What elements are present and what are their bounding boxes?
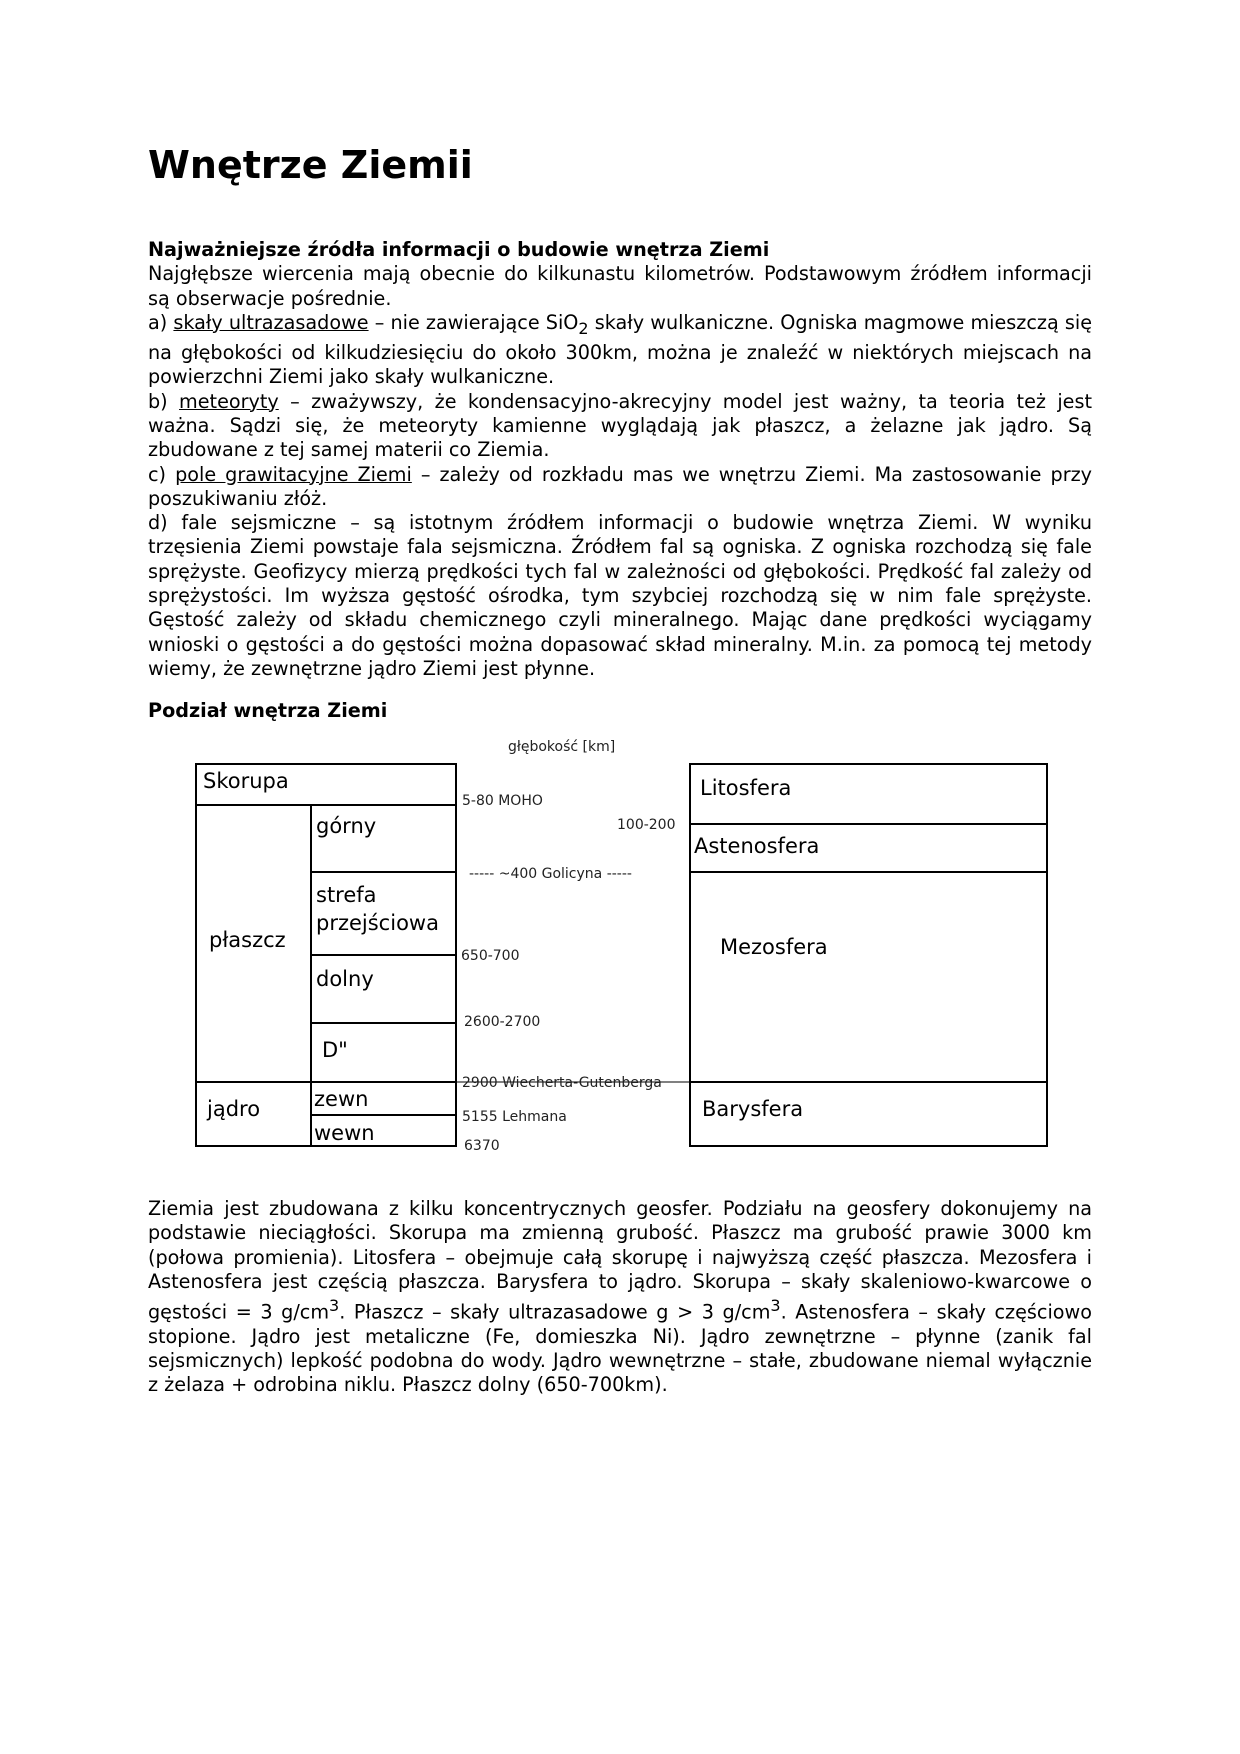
label-astenosfera: Astenosfera [694, 834, 820, 858]
label-barysfera: Barysfera [702, 1097, 804, 1121]
item-a-term: skały ultrazasadowe [173, 310, 369, 334]
depth-moho: 5-80 MOHO [462, 793, 543, 809]
item-d: d) fale sejsmiczne – są istotnym źródłem informacji o budowie wnętrza Ziemi. W wyniku trzęsienia Ziemi powstaje fala sejsmiczna. Źródłem fal są ogniska. Z ogniska rozchodzą się fale sprężyste. Geofizycy mierzą prędkości tych fal w zależności od głębokości. Prędkość fal zależy od sprężystości. Im wyższa gęstość ośrodka, tym szybciej rozchodzą się w nim fale sprężyste. Gęstość zależy od składu chemicznego czyli mineralnego. Mając dane prędkości wyciągamy wnioski o gęstości a do gęstości można dopasować skład mineralny. M.in. za pomocą tej metody wiemy, że zewnętrzne jądro Ziemi jest płynne. [148, 511, 1092, 680]
item-a-subscript: 2 [578, 318, 589, 338]
label-dolny: dolny [316, 967, 374, 991]
division-heading: Podział wnętrza Ziemi [148, 699, 388, 722]
label-plaszcz: płaszcz [209, 928, 286, 952]
label-strefa-2: przejściowa [316, 911, 439, 935]
depth-2600: 2600-2700 [464, 1014, 541, 1030]
label-strefa-1: strefa [316, 883, 377, 907]
geo-sup-1: 3 [329, 1296, 340, 1316]
sources-intro: Najgłębsze wiercenia mają obecnie do kilkunastu kilometrów. Podstawowym źródłem informacji są obserwacje pośrednie. [148, 262, 1092, 310]
item-b-term: meteoryty [179, 389, 279, 413]
label-zewn: zewn [314, 1087, 369, 1111]
item-b-text: – zważywszy, że kondensacyjno-akrecyjny model jest ważny, ta teoria też jest ważna. Sądzi się, że meteoryty kamienne wyglądają jak płaszcz, a żelazne jak jądro. Są zbudowane z tej samej materii co Ziemia. [148, 389, 1092, 462]
item-c-term: pole grawitacyjne Ziemi [175, 462, 412, 486]
depth-5155: 5155 Lehmana [462, 1109, 567, 1125]
division-heading-wrap [148, 699, 1092, 723]
label-jadro: jądro [207, 1097, 261, 1121]
item-a-prefix: a) [148, 310, 174, 334]
sources-heading: Najważniejsze źródła informacji o budowie wnętrza Ziemi [148, 238, 770, 261]
label-skorupa: Skorupa [203, 769, 289, 793]
item-b-prefix: b) [148, 389, 180, 413]
geo-sup-2: 3 [770, 1296, 781, 1316]
label-d2: D" [322, 1038, 348, 1062]
depth-650: 650-700 [461, 948, 520, 964]
depth-2900: 2900 Wiecherta-Gutenberga [462, 1075, 662, 1091]
item-a [148, 311, 1092, 390]
item-c-prefix: c) [148, 462, 176, 486]
geospheres-section [148, 1197, 1092, 1398]
depth-golicyn: ----- ~400 Golicyna ----- [469, 866, 632, 882]
geospheres-paragraph [148, 1197, 1092, 1398]
geo-text-2: . Płaszcz – skały ultrazasadowe g > 3 g/cm [339, 1300, 771, 1324]
depth-6370: 6370 [464, 1138, 500, 1154]
item-c-text: – zależy od rozkładu mas we wnętrzu Ziemi. Ma zastosowanie przy poszukiwaniu złóż. [148, 462, 1093, 510]
label-gorny: górny [316, 814, 377, 838]
item-a-text-1: – nie zawierające SiO [368, 310, 579, 334]
label-mezosfera: Mezosfera [720, 935, 828, 959]
geo-text-3: . Astenosfera – skały częściowo stopione. Jądro jest metaliczne (Fe, domieszka Ni). Jądro zewnętrzne – płynne (zanik fal sejsmicznych) lepkość podobna do wody. Jądro wewnętrzne – stałe, zbudowane niemal wyłącznie z żelaza + odrobina niklu. Płaszcz dolny (650-700km). [148, 1300, 1092, 1397]
geo-text-1: Ziemia jest zbudowana z kilku koncentrycznych geosfer. Podziału na geosfery dokonujemy na podstawie nieciągłości. Skorupa ma zmienną grubość. Płaszcz ma grubość prawie 3000 km (połowa promienia). Litosfera – obejmuje całą skorupę i najwyższą część płaszcza. Mezosfera i Astenosfera jest częścią płaszcza. Barysfera to jądro. Skorupa – skały skaleniowo-kwarcowe o gęstości = 3 g/cm [148, 1197, 1092, 1324]
label-litosfera: Litosfera [700, 776, 792, 800]
page-title: Wnętrze Ziemii [148, 143, 473, 187]
depth-lit: 100-200 [617, 817, 676, 833]
depth-header: głębokość [km] [508, 739, 616, 755]
item-a-text-2: skały wulkaniczne. Ogniska magmowe mieszczą się na głębokości od kilkudziesięciu do około 300km, można je znaleźć w niektórych miejscach na powierzchni Ziemi jako skały wulkaniczne. [148, 310, 1093, 389]
item-c [148, 463, 1092, 512]
label-wewn: wewn [314, 1121, 375, 1145]
sources-section [148, 238, 1092, 681]
item-b [148, 390, 1092, 463]
